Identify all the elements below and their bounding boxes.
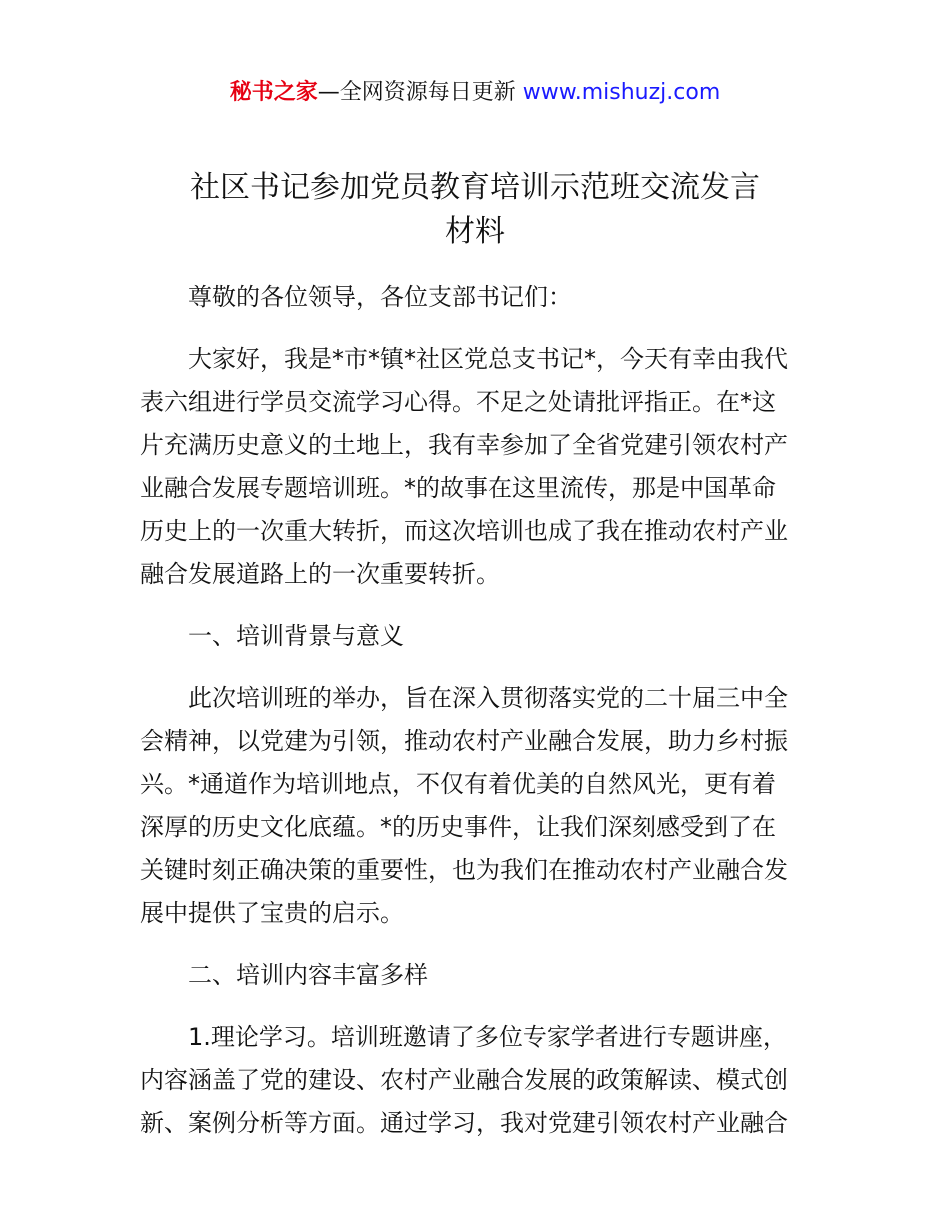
paragraph-line: 1.理论学习。培训班邀请了多位专家学者进行专题讲座，: [188, 1023, 787, 1051]
site-header: [0, 78, 950, 108]
section-heading-1: 一、培训背景与意义: [188, 622, 404, 650]
paragraph-line: 大家好，我是*市*镇*社区党总支书记*，今天有幸由我代: [188, 345, 788, 373]
paragraph-line: 关键时刻正确决策的重要性，也为我们在推动农村产业融合发: [140, 856, 788, 884]
paragraph-line: 深厚的历史文化底蕴。*的历史事件，让我们深刻感受到了在: [140, 813, 776, 841]
paragraph-line: 此次培训班的举办，旨在深入贯彻落实党的二十届三中全: [188, 684, 788, 712]
paragraph-line: 内容涵盖了党的建设、农村产业融合发展的政策解读、模式创: [140, 1066, 788, 1094]
paragraph-background: [140, 677, 810, 935]
site-slogan: —全网资源每日更新: [317, 80, 523, 105]
paragraph-line: 展中提供了宝贵的启示。: [140, 899, 404, 927]
title-line-2: 材料: [445, 214, 505, 249]
paragraph-line: 新、案例分析等方面。通过学习，我对党建引领农村产业融合: [140, 1109, 788, 1137]
paragraph-line: 融合发展道路上的一次重要转折。: [140, 560, 500, 588]
paragraph-line: 片充满历史意义的土地上，我有幸参加了全省党建引领农村产: [140, 431, 788, 459]
salutation: 尊敬的各位领导，各位支部书记们：: [188, 283, 572, 311]
paragraph-theory: [140, 1016, 810, 1145]
title-line-1: 社区书记参加党员教育培训示范班交流发言: [190, 170, 760, 205]
site-url-link[interactable]: www.mishuzj.com: [522, 80, 721, 105]
section-heading-2: 二、培训内容丰富多样: [188, 961, 428, 989]
paragraph-line: 会精神，以党建为引领，推动农村产业融合发展，助力乡村振: [140, 727, 788, 755]
paragraph-line: 业融合发展专题培训班。*的故事在这里流传，那是中国革命: [140, 474, 776, 502]
paragraph-intro: [140, 338, 810, 596]
document-title: [140, 166, 810, 254]
paragraph-line: 兴。*通道作为培训地点，不仅有着优美的自然风光，更有着: [140, 770, 776, 798]
brand-name: 秘书之家: [229, 80, 318, 105]
paragraph-line: 历史上的一次重大转折，而这次培训也成了我在推动农村产业: [140, 517, 788, 545]
document-body: [140, 276, 810, 1145]
paragraph-line: 表六组进行学员交流学习心得。不足之处请批评指正。在*这: [140, 388, 776, 416]
